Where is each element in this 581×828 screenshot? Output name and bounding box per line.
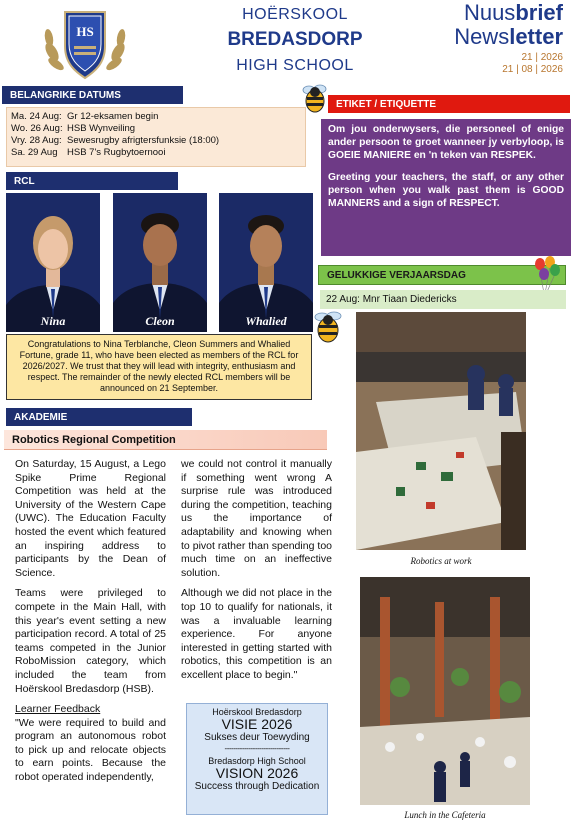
date-text: Sewesrugby afrigtersfunksie (18:00) bbox=[67, 135, 220, 146]
vision-en-motto: Success through Dedication bbox=[194, 781, 320, 792]
robotics-caption: Robotics at work bbox=[410, 556, 472, 566]
rcl-name-cleon: Cleon bbox=[145, 314, 175, 328]
birthday-entry: 22 Aug: Mnr Tiaan Diedericks bbox=[320, 290, 566, 309]
article-paragraph: Teams were privileged to compete in the Main Hall, with this year's event setting a new participation record. A total of 25 teams competed in the Junior RoboMission category, which included the team from Hoërskool Bredasdorp (HSB). bbox=[15, 587, 166, 695]
rcl-heading-label: RCL bbox=[14, 175, 35, 187]
date-row bbox=[11, 135, 305, 147]
school-name-line2: BREDASDORP bbox=[227, 29, 363, 50]
etiket-heading bbox=[328, 95, 570, 113]
article-paragraph: we could not control it manually if something went wrong A surprise rule was introduced during the competition, teaching us the importance of adaptability and knowing when to pivot rather than spending too much time on an ineffective solution. bbox=[181, 458, 332, 579]
title-nuus: Nuus bbox=[463, 0, 516, 25]
title-letter: letter bbox=[509, 24, 563, 49]
date-text: Gr 12-eksamen begin bbox=[67, 111, 159, 122]
title-news: News bbox=[454, 24, 510, 49]
title-brief: brief bbox=[515, 0, 563, 25]
akademie-heading bbox=[6, 408, 192, 426]
rcl-name-whalied: Whalied bbox=[245, 314, 287, 328]
date-day: Wo. 26 Aug: bbox=[11, 123, 63, 134]
cafeteria-photo bbox=[360, 577, 530, 805]
rcl-heading bbox=[6, 172, 178, 190]
bee-icon bbox=[312, 308, 344, 344]
school-crest bbox=[38, 6, 132, 82]
etiket-english: Greeting your teachers, the staff, or any other person when you walk past them is GOOD MANNERS and a sign of RESPECT. bbox=[328, 172, 564, 209]
school-name bbox=[205, 6, 385, 75]
article-column-1 bbox=[15, 458, 166, 792]
article-paragraph: On Saturday, 15 August, a Lego Spike Prime Regional Competition was held at the University of the Western Cape (UWC). The Education Faculty hosted the event which featured an inspiring address to participants by the Dean of Science. bbox=[15, 458, 166, 579]
dates-heading-label: BELANGRIKE DATUMS bbox=[10, 89, 121, 101]
article-title: Robotics Regional Competition bbox=[4, 430, 327, 450]
bee-icon bbox=[300, 82, 330, 114]
birthday-heading bbox=[318, 265, 566, 285]
rcl-name-nina: Nina bbox=[40, 314, 66, 328]
rcl-photo-cleon bbox=[113, 193, 207, 332]
dates-heading bbox=[2, 86, 183, 104]
date-text: HSB Wynveiling bbox=[67, 123, 136, 134]
rcl-photo-whalied bbox=[219, 193, 313, 332]
birthday-heading-label: GELUKKIGE VERJAARSDAG bbox=[327, 269, 466, 281]
vision-af-motto: Sukses deur Toewyding bbox=[204, 732, 310, 743]
school-name-line1: HOËRSKOOL bbox=[242, 6, 348, 23]
rcl-photo-nina bbox=[6, 193, 100, 332]
vision-box bbox=[186, 703, 328, 815]
akademie-heading-label: AKADEMIE bbox=[14, 411, 68, 423]
issue-number: 21 | 2026 bbox=[521, 52, 563, 63]
date-day: Vry. 28 Aug: bbox=[11, 135, 62, 146]
vision-divider: ------------------------------ bbox=[224, 744, 290, 753]
date-row bbox=[11, 147, 305, 159]
etiket-box bbox=[321, 119, 571, 256]
newsletter-date bbox=[502, 52, 563, 76]
rcl-congratulations: Congratulations to Nina Terblanche, Cleon Summers and Whalied Fortune, grade 11, who have been elected as members of the RCL for 2026/2027. We trust that they will lead with integrity, enthusiasm and respect. The remainder of the newly elected RCL members will be announced on 21 September. bbox=[6, 334, 312, 400]
article-paragraph: Although we did not place in the top 10 to qualify for nationals, it was a invaluable learning experience. For anyone interested in getting started with robotics, this competition is an excellent place to begin." bbox=[181, 587, 332, 681]
etiket-heading-label: ETIKET / ETIQUETTE bbox=[336, 98, 437, 110]
date-day: Ma. 24 Aug: bbox=[11, 111, 62, 122]
robotics-photo bbox=[356, 312, 526, 550]
date-day: Sa. 29 Aug bbox=[11, 147, 58, 158]
vision-af-school: Hoërskool Bredasdorp bbox=[212, 707, 302, 717]
article-paragraph: "We were required to build and program an autonomous robot to pick up and relocate objects to earn points. Because the robot operated independently, bbox=[15, 716, 166, 784]
date-row bbox=[11, 123, 305, 135]
vision-en-title: VISION 2026 bbox=[215, 765, 299, 781]
learner-feedback-label: Learner Feedback bbox=[15, 703, 101, 716]
etiket-afrikaans: Om jou onderwysers, die personeel of enige ander persoon te groet wanneer jy verbyloop, is GOEIE MANIERE en 'n teken van RESPEK. bbox=[328, 124, 564, 161]
vision-af-title: VISIE 2026 bbox=[221, 716, 293, 732]
vision-en-school: Bredasdorp High School bbox=[208, 756, 306, 766]
dates-box bbox=[6, 107, 306, 167]
school-name-line3: HIGH SCHOOL bbox=[236, 57, 354, 74]
article-column-2 bbox=[181, 458, 332, 690]
issue-date: 21 | 08 | 2026 bbox=[502, 64, 563, 75]
cafeteria-caption: Lunch in the Cafeteria bbox=[404, 810, 486, 820]
date-row bbox=[11, 111, 305, 123]
date-text: HSB 7's Rugbytoernooi bbox=[67, 147, 166, 158]
newsletter-title bbox=[454, 1, 563, 49]
crest-letters: HS bbox=[76, 24, 94, 39]
